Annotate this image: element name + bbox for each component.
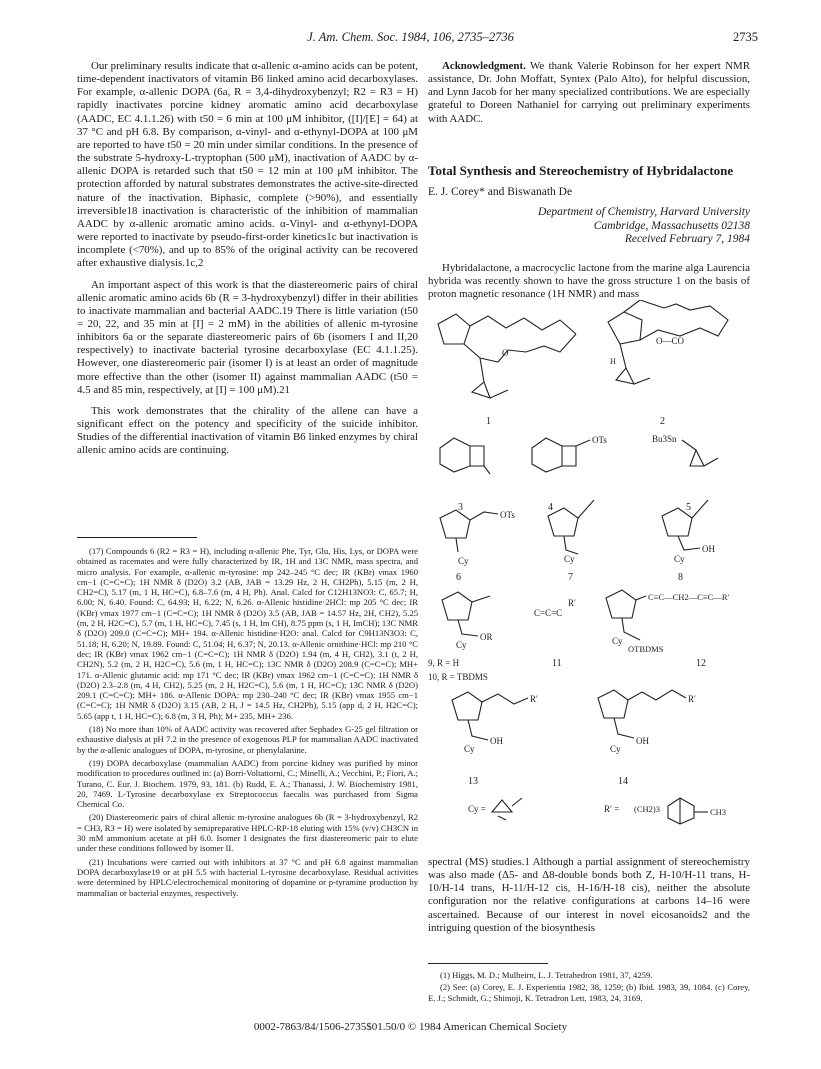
struct4-ots: OTs bbox=[592, 435, 607, 445]
affiliation-line-2: Cambridge, Massachusetts 02138 bbox=[593, 219, 750, 232]
struct6-ots: OTs bbox=[500, 510, 515, 520]
footnote-18: (18) No more than 10% of AADC activity was recovered after Sephadex G-25 gel filtration or exhaustive dialysis at pH 7.2 in the presence of exogenous PLP for mammalian AADC inactivated by the α-allenic analogues of DOPA, m-tyrosine, or phenylalanine. bbox=[77, 724, 418, 755]
structure-7 bbox=[548, 500, 594, 583]
struct9-or: OR bbox=[480, 632, 493, 642]
label-11: 11 bbox=[552, 658, 562, 669]
struct14-oh: OH bbox=[636, 736, 649, 746]
struct11-allene: C=C=C bbox=[534, 608, 563, 618]
structure-2 bbox=[608, 300, 728, 427]
page-number: 2735 bbox=[733, 30, 758, 44]
struct8-oh: OH bbox=[702, 544, 715, 554]
intro-text: Hybridalactone, a macrocyclic lactone from the marine alga Laurencia hybrida was recently shown to have the gross structure 1 on the basis of proton magnetic resonance (1H NMR) and mass bbox=[428, 262, 750, 301]
reference-divider bbox=[428, 963, 548, 964]
struct12-cy: Cy bbox=[612, 636, 623, 646]
label-1: 1 bbox=[486, 416, 491, 427]
structure-4 bbox=[532, 435, 607, 513]
references bbox=[428, 970, 750, 1005]
struct8-cy: Cy bbox=[674, 554, 685, 564]
label-9: 9, R = H bbox=[428, 658, 460, 668]
affiliation-line-1: Department of Chemistry, Harvard University bbox=[538, 206, 750, 218]
structure-9-10 bbox=[428, 592, 493, 682]
structures-figure bbox=[428, 300, 750, 848]
body-text: spectral (MS) studies.1 Although a partial assignment of stereochemistry was also made (Δ5- and Δ8-double bonds both Z, H-10/H-11 trans, H-10/H-14 trans, H-11/H-12 cis, H-16/H-18 cis), neither the absolute configuration nor the relative configurations at carbons 14–16 were ascertained. Because of our interest in novel eicosanoids2 and the intriguing question of the biosynthesis bbox=[428, 856, 750, 934]
left-paragraph-3: This work demonstrates that the chirality of the allene can have a significant effect on the potency and specificity of the suicide inhibitor. Studies of the differential inactivation of vitamin B6 linked enzymes by chiral allenic amino acids are continuing. bbox=[77, 404, 418, 457]
label-3: 3 bbox=[458, 502, 463, 513]
structure-13 bbox=[452, 692, 538, 787]
affiliation bbox=[428, 206, 750, 247]
acknowledgment bbox=[428, 60, 750, 126]
label-7: 7 bbox=[568, 572, 573, 583]
intro-paragraph bbox=[428, 262, 750, 301]
left-paragraph-2: An important aspect of this work is that the diastereomeric pairs of chiral allenic aromatic amino acids 6b (R = 3-hydroxybenzyl) differ in their abilities to inactivate mammalian and bacterial AADC.19 There is little variation (t50 = 20, 22, and 35 min at [I] = 2 mM) in the abilities of allenic m-tyrosine inhibitors 6a or the separate diastereomeric pairs of 6b (isomers I and II,20 respectively) to inactivate bacterial tyrosine decarboxylase (EC 4.1.1.25). However, one diastereomeric pair (isomer I) is at least an order of magnitude more effective than the other (isomer II) against mammalian AADC (t50 = 4.5 and 85 min, respectively, at [I] = 100 μM).21 bbox=[77, 278, 418, 396]
struct13-cy: Cy bbox=[464, 744, 475, 754]
label-2: 2 bbox=[660, 416, 665, 427]
footnote-21: (21) Incubations were carried out with inhibitors at 37 °C and pH 6.8 against mammalian DOPA decarboxylase19 or at pH 5.5 with bacterial L-tyrosine decarboxylase. Residual activities were determined by HPLC/electrochemical monitoring of dopamine or p-tyramine production by mammalian or bacterial enzymes, respectively. bbox=[77, 856, 418, 898]
article-title: Total Synthesis and Stereochemistry of Hybridalactone bbox=[428, 163, 734, 178]
acknowledgment-heading: Acknowledgment. bbox=[442, 60, 526, 72]
authors: E. J. Corey* and Biswanath De bbox=[428, 186, 573, 198]
acknowledgment-text: We thank Valerie Robinson for her expert NMR assistance, Dr. John Moffatt, Syntex (Palo Alto), for helpful discussion, and Lynn Jacob for her many specialized contributions. We are especially grateful to Doreen Nathaniel for carrying out preliminary experiments with AADC. bbox=[428, 60, 750, 125]
struct9-cy: Cy bbox=[456, 640, 467, 650]
structure-11 bbox=[534, 598, 576, 669]
structure-5 bbox=[652, 434, 718, 513]
running-head: J. Am. Chem. Soc. 1984, 106, 2735–2736 bbox=[307, 30, 514, 44]
reference-2: (2) See: (a) Corey, E. J. Experientia 1982, 38, 1259; (b) Ibid. 1983, 39, 1084. (c) Corey, E. J.; Schmidt, G.; Shimoji, K. Tetradron Lett. 1983, 24, 3169. bbox=[428, 982, 750, 1003]
structure-14 bbox=[598, 690, 696, 787]
struct12-otbdms: OTBDMS bbox=[628, 644, 664, 654]
group-definitions bbox=[468, 798, 726, 824]
cy-definition: Cy = bbox=[468, 804, 486, 814]
body-paragraph bbox=[428, 856, 750, 935]
r-definition-ch3: CH3 bbox=[710, 807, 727, 817]
label-14: 14 bbox=[618, 776, 628, 787]
r-definition-chain: (CH2)3 bbox=[634, 804, 660, 814]
struct6-cy: Cy bbox=[458, 556, 469, 566]
struct14-r: R′ bbox=[688, 694, 696, 704]
label-13: 13 bbox=[468, 776, 478, 787]
footer-copyright: 0002-7863/84/1506-2735$01.50/0 © 1984 American Chemical Society bbox=[253, 1021, 568, 1033]
label-6: 6 bbox=[456, 572, 461, 583]
footnotes bbox=[77, 546, 418, 901]
structure-1 bbox=[438, 314, 576, 427]
received-date: Received February 7, 1984 bbox=[624, 233, 750, 245]
r-definition: R′ = bbox=[604, 804, 620, 814]
label-8: 8 bbox=[678, 572, 683, 583]
struct5-bu3sn: Bu3Sn bbox=[652, 434, 677, 444]
struct11-r: R′ bbox=[568, 598, 576, 608]
structure-6 bbox=[440, 510, 515, 583]
footnote-20: (20) Diastereomeric pairs of chiral allenic m-tyrosine analogues 6b (R = 3-hydroxybenzyl, R2 = CH3, R3 = H) were isolated by semipreparative HPLC-RP-18 eluting with 15% (v/v) CH3CN in 30 mM ammonium acetate at pH 6.0. Isomer I designates the first diastereomeric pair to elute under these conditions followed by isomer II. bbox=[77, 812, 418, 854]
label-4: 4 bbox=[548, 502, 553, 513]
label-10: 10, R = TBDMS bbox=[428, 672, 488, 682]
label-12: 12 bbox=[696, 658, 706, 669]
structure-12 bbox=[606, 590, 729, 669]
struct2-h: H bbox=[610, 357, 616, 366]
left-paragraph-1: Our preliminary results indicate that α-allenic α-amino acids can be potent, time-dependent inactivators of vitamin B6 linked amino acid decarboxylases. For example, α-allenic DOPA (6a, R = 3,4-dihydroxybenzyl; R2 = R3 = H) rapidly inactivates porcine kidney aromatic amino acid decarboxylase (AADC, EC 4.1.1.26) with t50 = 6 min at 100 μM inhibitor, ([I]/[E] = 64) at 37 °C and pH 6.8. By comparison, α-vinyl- and α-ethynyl-DOPA at 100 μM are reported to have t50 = 20 min under similar conditions. In the presence of the substrate 5-hydroxy-L-tryptophan (500 μM), inactivation of AADC by α-allenic DOPA is retarded such that t50 = 12 min at 100 μM inhibitor. The protection afforded by natural substrates demonstrates the active-site-directed nature of the inactivation. Biphasic, complete (>90%), and essentially irreversible18 inactivation is characteristic of the inhibition of mammalian AADC by α-allenic aromatic amino acids. α-Vinyl- and α-ethynyl-DOPA were reported to inactivate by pseudo-first-order kinetics1c but inactivation is incomplete (<70%), and up to 85% of the original activity can be recovered after exhaustive dialysis.1c,2 bbox=[77, 60, 418, 270]
struct14-cy: Cy bbox=[610, 744, 621, 754]
footnote-19: (19) DOPA decarboxylase (mammalian AADC) from porcine kidney was purified by minor modification to procedures outlined in: (a) Borri-Voltattorni, C.; Minelli, A.; Vecchini, P.; Fiori, A.; Turano, C. Eur. J. Biochem. 1979, 93, 181. (b) Rudd, E. A.; Thanassi, J. W. Biochemistry 1981, 20, 7469. L-Tyrosine decarboxylase ex Streptococcus faecalis was purchased from Sigma Chemical Co. bbox=[77, 757, 418, 810]
structure-3 bbox=[440, 438, 490, 513]
struct13-oh: OH bbox=[490, 736, 503, 746]
label-5: 5 bbox=[686, 502, 691, 513]
footnote-17: (17) Compounds 6 (R2 = R3 = H), including α-allenic Phe, Tyr, Glu, His, Lys, or DOPA were obtained as racemates and were fully characterized by IR, 1H and 13C NMR, mass spectra, and micro analysis. For example, α-allenic m-tyrosine: mp 242–245 °C dec; IR (KBr) νmax 1960 cm−1 (C=C=C); 1H NMR δ (D2O) 3.2 (AB, JAB = 13.29 Hz, 2 H, CH2Ph), 5.15 (m, 2 H, CH2=C), 5.17 (m, 1 H, HC=C), 6.8–7.6 (m, 4 H, Ph). Anal. Calcd for C12H13NO3: C, 65.7; H, 6.00; N, 6.40. Found: C, 64.93; H, 6.22; N, 6.26. α-Allenic histidine·2HCl: mp 205 °C dec; IR (KBr) νmax 1977 cm−1 (C=C=C); 1H NMR δ (D2O) 3.5 (AB, JAB = 14.57 Hz, 2H, CH2), 5.25 (m, 2 H, H2C=C), 5.7 (m, 1 H, HC=C), 7.45 (s, 1 H, Im CH), 8.75 ppm (s, 1 H, ImCH); 13C NMR δ (D2O) 209.0 (C=C=C); MH+ 194. α-Allenic histidine·H2O: anal. Calcd for C9H13N3O3: C, 51.18; H, 6.20; N, 19.89. Found: C, 51.04; H, 6.37; N, 20.13. α-Allenic ornithine·HCl: mp 210 °C dec; IR (KBr) νmax 1962 cm−1 (C=C=C); 1H NMR δ (D2O) 1.94 (m, 4 H, CH2), 3.1 (t, 2 H, CH2N), 5.2 (m, 2 H, H2C=C), 5.6 (m, 1 H, HC=C); 13C NMR δ (D2O) 208.9 (C=C=C); MH+ 171. α-Allenic glutamic acid: mp 171 °C dec; IR (KBr) νmax 1962 cm−1 (C=C=C); 1H NMR δ (D2O) 2.3–2.8 (m, 4 H, CH2), 5.25 (m, 2 H, H2C=C), 5.6 (m, 1 H, HC=C); 13C NMR δ (D2O) 209.1 (C=C=C); MH+ 186. α-Allenic DOPA: mp 230–240 °C dec; IR (KBr) νmax 1955 cm−1 (C=C=C); 1H NMR δ (D2O) 3.15 (AB, 2 H, J = 14.5 Hz, CH2Ph), 5.15 (app d, 2 H, H2C=C); 5.65 (app t, 1 H, HC=C); 6.8 (m, 3 H, Ph); M+ 235, MH+ 236. bbox=[77, 546, 418, 721]
struct1-o: O bbox=[502, 348, 509, 358]
struct12-chain: C≡C—CH2—C≡C—R′ bbox=[648, 592, 730, 602]
left-column bbox=[77, 60, 418, 466]
reference-1: (1) Higgs, M. D.; Mulheirn, L. J. Tetrahedron 1981, 37, 4259. bbox=[440, 970, 653, 980]
struct2-oco: O—CO bbox=[656, 336, 685, 346]
struct7-cy: Cy bbox=[564, 554, 575, 564]
footnote-divider bbox=[77, 537, 197, 538]
struct13-r: R′ bbox=[530, 694, 538, 704]
